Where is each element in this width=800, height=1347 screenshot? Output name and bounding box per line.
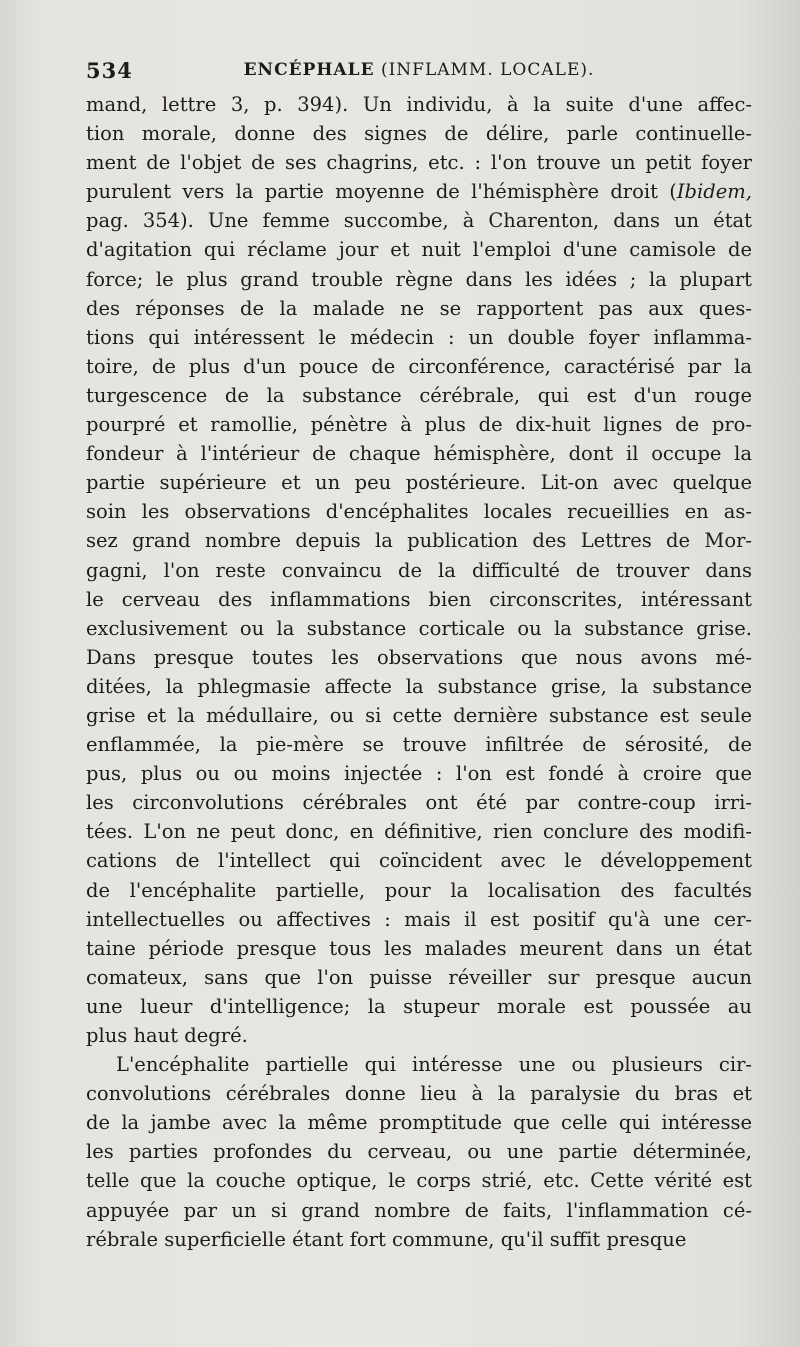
text-line: tées. L'on ne peut donc, en définitive, rien conclure des modifi-	[86, 820, 752, 844]
text-line: cations de l'intellect qui coïncident avec le développement	[86, 849, 752, 873]
text-line: des réponses de la malade ne se rapportent pas aux ques-	[86, 296, 752, 320]
text-line: de la jambe avec la même promptitude que celle qui intéresse	[86, 1111, 752, 1135]
text-line: convolutions cérébrales donne lieu à la paralysie du bras et	[86, 1082, 752, 1106]
text-line: Dans presque toutes les observations que nous avons mé-	[86, 645, 752, 669]
text-line: sez grand nombre depuis la publication des Lettres de Mor-	[86, 529, 752, 553]
text-line: d'agitation qui réclame jour et nuit l'emploi d'une camisole de	[86, 238, 752, 262]
text-line: ditées, la phlegmasie affecte la substance grise, la substance	[86, 674, 752, 698]
running-head-subtitle: (INFLAMM. LOCALE).	[380, 60, 595, 80]
text-line: enflammée, la pie-mère se trouve infiltrée de sérosité, de	[86, 733, 752, 757]
running-head	[86, 60, 752, 80]
text-line: rébrale superficielle étant fort commune, qu'il suffit presque	[86, 1227, 687, 1251]
text-line: grise et la médullaire, ou si cette dernière substance est seule	[86, 703, 752, 727]
text-line: L'encéphalite partielle qui intéresse une ou plusieurs cir-	[116, 1053, 752, 1077]
text-line: comateux, sans que l'on puisse réveiller sur presque aucun	[86, 965, 752, 989]
text-line: ment de l'objet de ses chagrins, etc. : l'on trouve un petit foyer	[86, 151, 752, 175]
text-line: de l'encéphalite partielle, pour la localisation des facultés	[86, 878, 752, 902]
text-line: fondeur à l'intérieur de chaque hémisphère, dont il occupe la	[86, 442, 752, 466]
text-line: intellectuelles ou affectives : mais il est positif qu'à une cer-	[86, 907, 752, 931]
text-line: exclusivement ou la substance corticale ou la substance grise.	[86, 616, 752, 640]
page-number: 534	[86, 58, 133, 83]
text-line: toire, de plus d'un pouce de circonférence, caractérisé par la	[86, 354, 752, 378]
text-line: taine période presque tous les malades meurent dans un état	[86, 936, 752, 960]
text-line: pus, plus ou ou moins injectée : l'on est fondé à croire que	[86, 762, 752, 786]
text-line	[86, 177, 752, 206]
text-line: telle que la couche optique, le corps strié, etc. Cette vérité est	[86, 1169, 752, 1193]
text-line: pourpré et ramollie, pénètre à plus de dix-huit lignes de pro-	[86, 413, 752, 437]
text-line: pag. 354). Une femme succombe, à Charenton, dans un état	[86, 209, 752, 233]
page-header	[86, 58, 752, 88]
paragraph-2	[86, 1050, 752, 1254]
text-line: les circonvolutions cérébrales ont été par contre-coup irri-	[86, 791, 752, 815]
text-line: partie supérieure et un peu postérieure. Lit-on avec quelque	[86, 471, 752, 495]
body-text	[86, 90, 752, 1254]
text-line: tions qui intéressent le médecin : un double foyer inflamma-	[86, 325, 752, 349]
text-line: le cerveau des inflammations bien circonscrites, intéressant	[86, 587, 752, 611]
text-line: soin les observations d'encéphalites locales recueillies en as-	[86, 500, 752, 524]
text-line: turgescence de la substance cérébrale, qui est d'un rouge	[86, 383, 752, 407]
text-line: force; le plus grand trouble règne dans les idées ; la plupart	[86, 267, 752, 291]
text-line: gagni, l'on reste convaincu de la difficulté de trouver dans	[86, 558, 752, 582]
text-segment: purulent vers la partie moyenne de l'hémisphère droit (	[86, 180, 677, 204]
text-line: une lueur d'intelligence; la stupeur morale est poussée au	[86, 994, 752, 1018]
text-line: mand, lettre 3, p. 394). Un individu, à la suite d'une affec-	[86, 93, 752, 116]
text-line: les parties profondes du cerveau, ou une partie déterminée,	[86, 1140, 752, 1164]
italic-reference: Ibidem,	[676, 180, 752, 204]
text-line: plus haut degré.	[86, 1024, 248, 1047]
paragraph-1	[86, 90, 752, 1050]
running-head-title: ENCÉPHALE	[243, 60, 375, 80]
text-line: appuyée par un si grand nombre de faits, l'inflammation cé-	[86, 1198, 752, 1222]
text-line: tion morale, donne des signes de délire, parle continuelle-	[86, 122, 752, 146]
